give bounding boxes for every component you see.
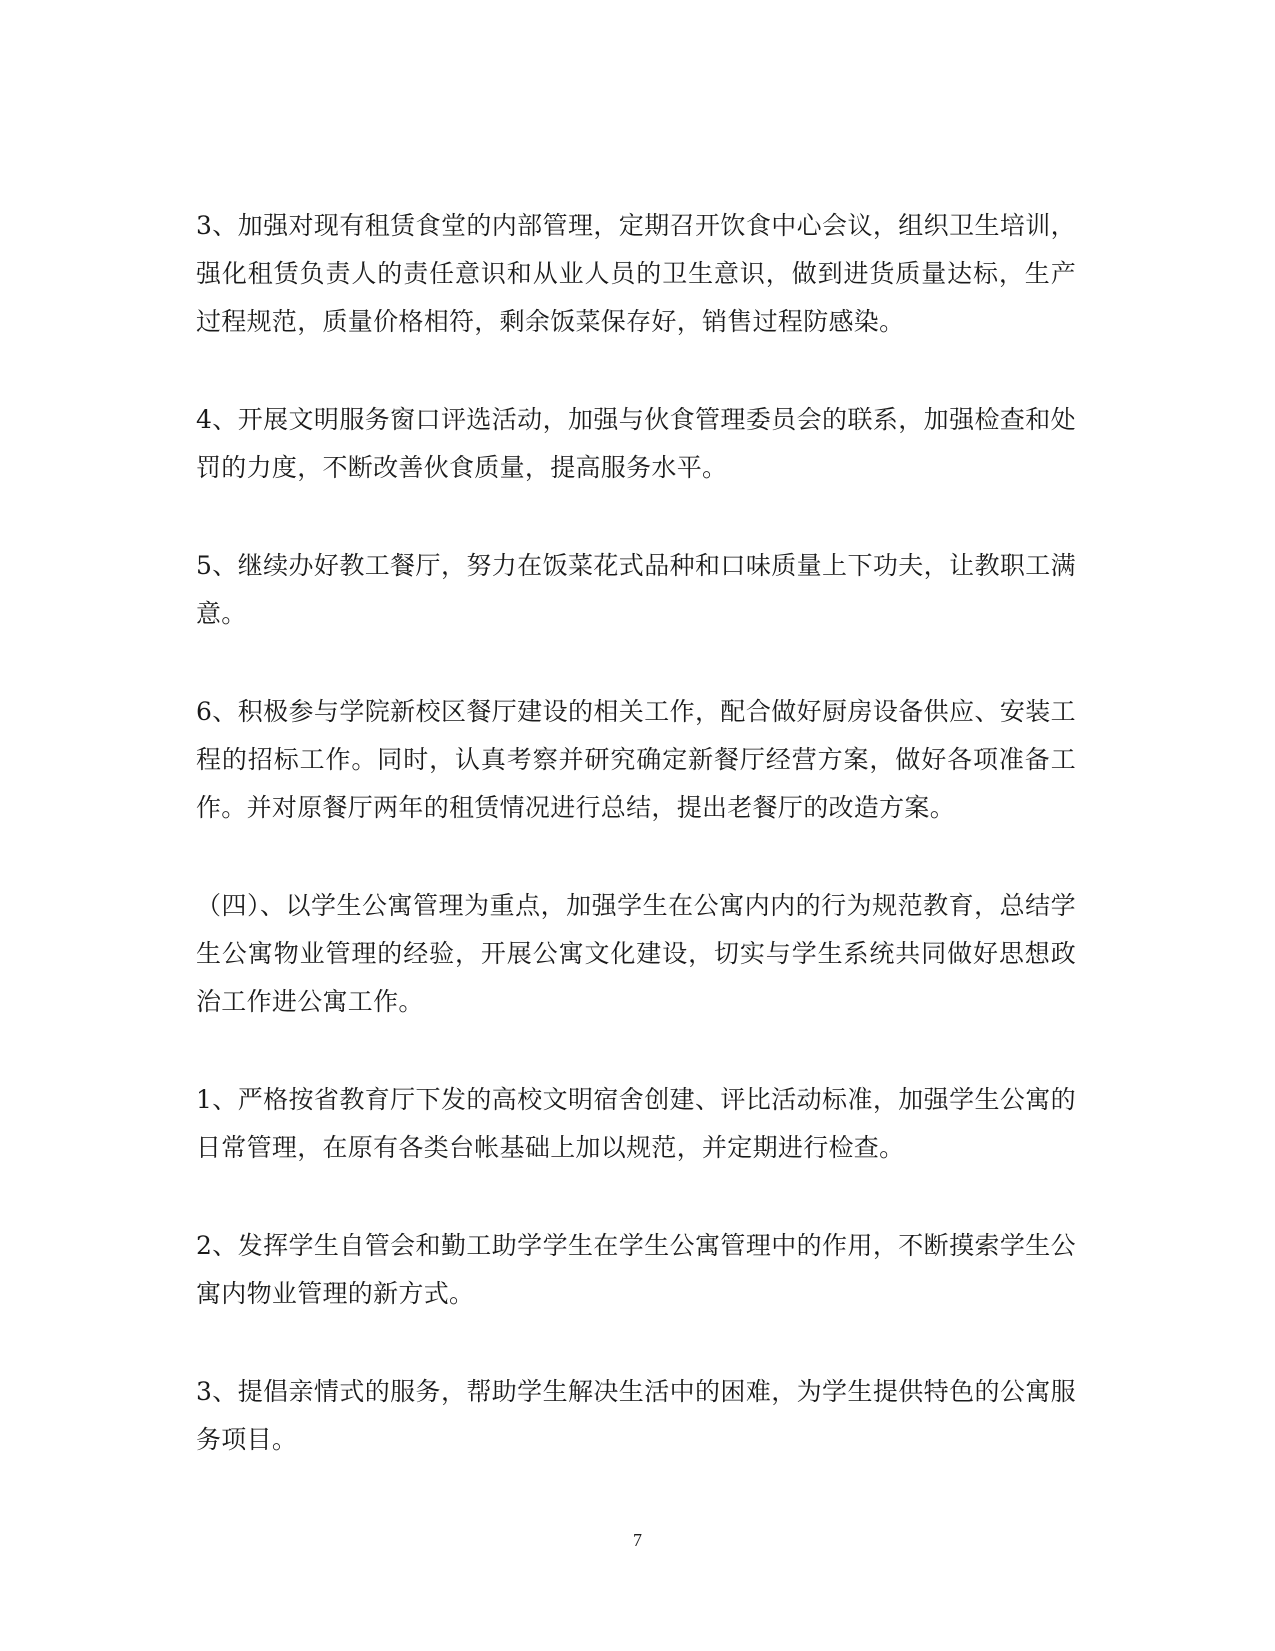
paragraph-staff-dining: 5、继续办好教工餐厅，努力在饭菜花式品种和口味质量上下功夫，让教职工满意。 — [196, 551, 1076, 628]
paragraph-student-self-management: 2、发挥学生自管会和勤工助学学生在学生公寓管理中的作用，不断摸索学生公寓内物业管理的新方式。 — [196, 1231, 1076, 1308]
page-number: 7 — [633, 1530, 642, 1550]
paragraph-new-campus-dining: 6、积极参与学院新校区餐厅建设的相关工作，配合做好厨房设备供应、安装工程的招标工作。同时，认真考察并研究确定新餐厅经营方案，做好各项准备工作。并对原餐厅两年的租赁情况进行总结，提出老餐厅的改造方案。 — [196, 697, 1076, 822]
document-body — [196, 202, 1076, 1514]
paragraph-caring-service: 3、提倡亲情式的服务，帮助学生解决生活中的困难，为学生提供特色的公寓服务项目。 — [196, 1377, 1076, 1454]
paragraph-service-window: 4、开展文明服务窗口评选活动，加强与伙食管理委员会的联系，加强检查和处罚的力度，不断改善伙食质量，提高服务水平。 — [196, 405, 1076, 482]
paragraph-dormitory-standards: 1、严格按省教育厅下发的高校文明宿舍创建、评比活动标准，加强学生公寓的日常管理，在原有各类台帐基础上加以规范，并定期进行检查。 — [196, 1085, 1076, 1162]
paragraph-canteen-management: 3、加强对现有租赁食堂的内部管理，定期召开饮食中心会议，组织卫生培训，强化租赁负责人的责任意识和从业人员的卫生意识，做到进货质量达标，生产过程规范，质量价格相符，剩余饭菜保存好，销售过程防感染。 — [196, 211, 1076, 336]
paragraph-apartment-section-heading: （四）、以学生公寓管理为重点，加强学生在公寓内内的行为规范教育，总结学生公寓物业管理的经验，开展公寓文化建设，切实与学生系统共同做好思想政治工作进公寓工作。 — [196, 891, 1076, 1016]
